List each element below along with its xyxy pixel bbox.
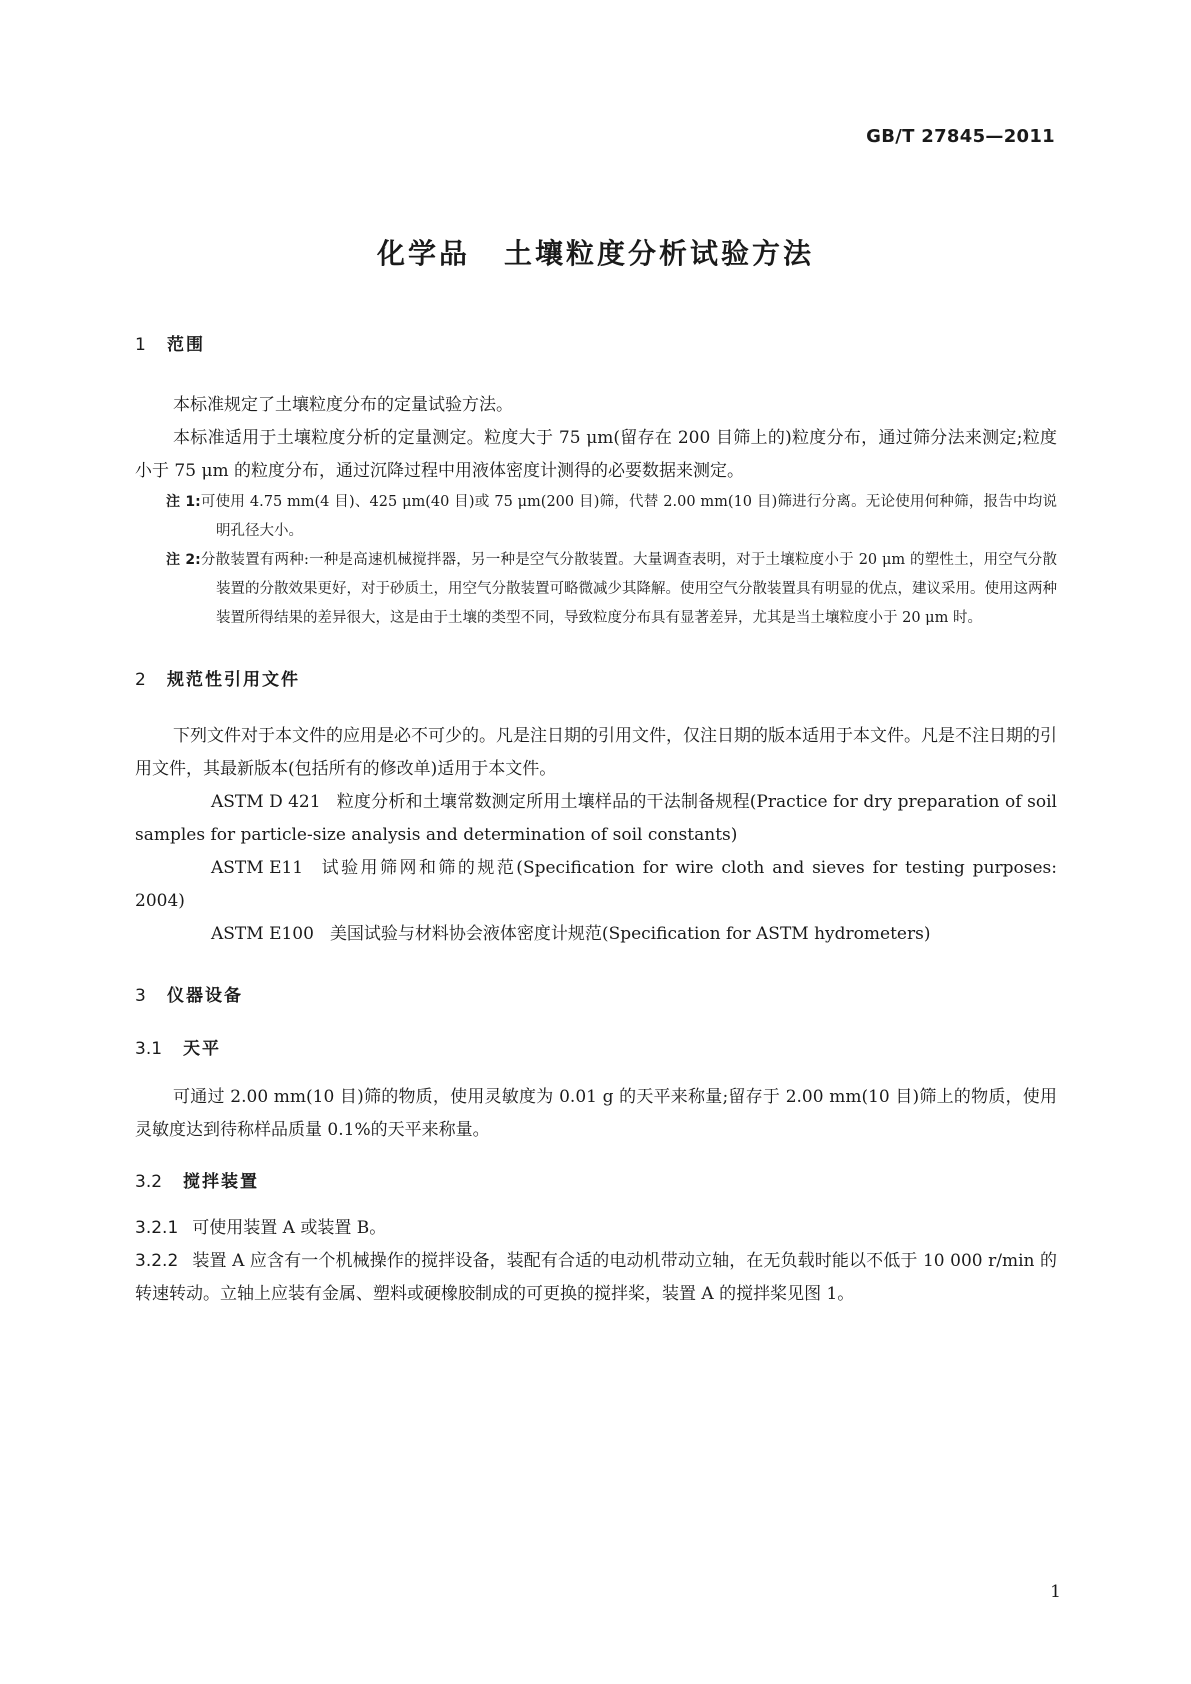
note-1 bbox=[135, 488, 1057, 546]
section-3-heading bbox=[135, 981, 1057, 1006]
references-intro: 下列文件对于本文件的应用是必不可少的。凡是注日期的引用文件，仅注日期的版本适用于本文件。凡是不注日期的引用文件，其最新版本(包括所有的修改单)适用于本文件。 bbox=[135, 726, 1057, 779]
reference-text: 试验用筛网和筛的规范(Specification for wire cloth and sieves for testing purposes: 2004) bbox=[135, 858, 1057, 911]
section-2-heading bbox=[135, 665, 1057, 690]
page-number: 1 bbox=[1050, 1582, 1061, 1602]
reference-code: ASTM E11 bbox=[211, 858, 304, 878]
section-number: 1 bbox=[135, 335, 146, 355]
scope-paragraph-1: 本标准规定了土壤粒度分布的定量试验方法。 bbox=[173, 395, 513, 415]
section-number: 3 bbox=[135, 986, 146, 1006]
subsection-number: 3.1 bbox=[135, 1039, 163, 1059]
reference-text: 美国试验与材料协会液体密度计规范(Specification for ASTM hydrometers) bbox=[329, 924, 931, 944]
clause-number: 3.2.1 bbox=[135, 1218, 179, 1238]
reference-code: ASTM D 421 bbox=[211, 792, 321, 812]
note-2 bbox=[135, 546, 1057, 633]
document-body bbox=[135, 330, 1057, 1311]
clause-3-2-2 bbox=[135, 1245, 1057, 1311]
section-number: 2 bbox=[135, 670, 146, 690]
clause-text: 装置 A 应含有一个机械操作的搅拌设备，装配有合适的电动机带动立轴，在无负载时能以不低于 10 000 r/min 的转速转动。立轴上应装有金属、塑料或硬橡胶制成的可更换的搅拌桨，装置 A 的搅拌桨见图 1。 bbox=[135, 1251, 1057, 1304]
reference-item bbox=[135, 852, 1057, 918]
section-title: 仪器设备 bbox=[167, 986, 243, 1006]
section-title: 范围 bbox=[167, 335, 205, 355]
standard-code: GB/T 27845—2011 bbox=[866, 126, 1055, 147]
scope-paragraph-2: 本标准适用于土壤粒度分析的定量测定。粒度大于 75 μm(留存在 200 目筛上的)粒度分布，通过筛分法来测定;粒度小于 75 μm 的粒度分布，通过沉降过程中用液体密度计测得的必要数据来测定。 bbox=[135, 428, 1057, 481]
balance-paragraph: 可通过 2.00 mm(10 目)筛的物质，使用灵敏度为 0.01 g 的天平来称量;留存于 2.00 mm(10 目)筛上的物质，使用灵敏度达到待称样品质量 0.1%的天平来称量。 bbox=[135, 1087, 1057, 1140]
title-part-1: 化学品 bbox=[376, 237, 470, 270]
note-label: 注 1: bbox=[166, 494, 201, 510]
subsection-title: 搅拌装置 bbox=[183, 1172, 259, 1192]
subsection-3-1-heading bbox=[135, 1034, 1057, 1059]
note-text: 分散装置有两种:一种是高速机械搅拌器，另一种是空气分散装置。大量调查表明，对于土壤粒度小于 20 μm 的塑性土，用空气分散装置的分散效果更好，对于砂质土，用空气分散装置可略微减少其降解。使用空气分散装置具有明显的优点，建议采用。使用这两种装置所得结果的差异很大，这是由于土壤的类型不同，导致粒度分布具有显著差异，尤其是当土壤粒度小于 20 μm 时。 bbox=[200, 552, 1057, 626]
reference-item bbox=[135, 786, 1057, 852]
reference-code: ASTM E100 bbox=[211, 924, 314, 944]
reference-text: 粒度分析和土壤常数测定所用土壤样品的干法制备规程(Practice for dry preparation of soil samples for particle-size analysis and determination of soil constants) bbox=[135, 792, 1057, 845]
subsection-3-2-heading bbox=[135, 1167, 1057, 1192]
section-1-heading bbox=[135, 330, 1057, 355]
clause-number: 3.2.2 bbox=[135, 1251, 179, 1271]
title-part-2: 土壤粒度分析试验方法 bbox=[504, 237, 815, 270]
subsection-title: 天平 bbox=[183, 1039, 221, 1059]
note-label: 注 2: bbox=[166, 552, 201, 568]
clause-text: 可使用装置 A 或装置 B。 bbox=[192, 1218, 387, 1238]
subsection-number: 3.2 bbox=[135, 1172, 163, 1192]
section-title: 规范性引用文件 bbox=[167, 670, 300, 690]
reference-item bbox=[135, 918, 1057, 951]
note-text: 可使用 4.75 mm(4 目)、425 μm(40 目)或 75 μm(200 目)筛，代替 2.00 mm(10 目)筛进行分离。无论使用何种筛，报告中均说明孔径大小。 bbox=[200, 494, 1057, 539]
page-title bbox=[0, 232, 1191, 272]
clause-3-2-1 bbox=[135, 1212, 1057, 1245]
